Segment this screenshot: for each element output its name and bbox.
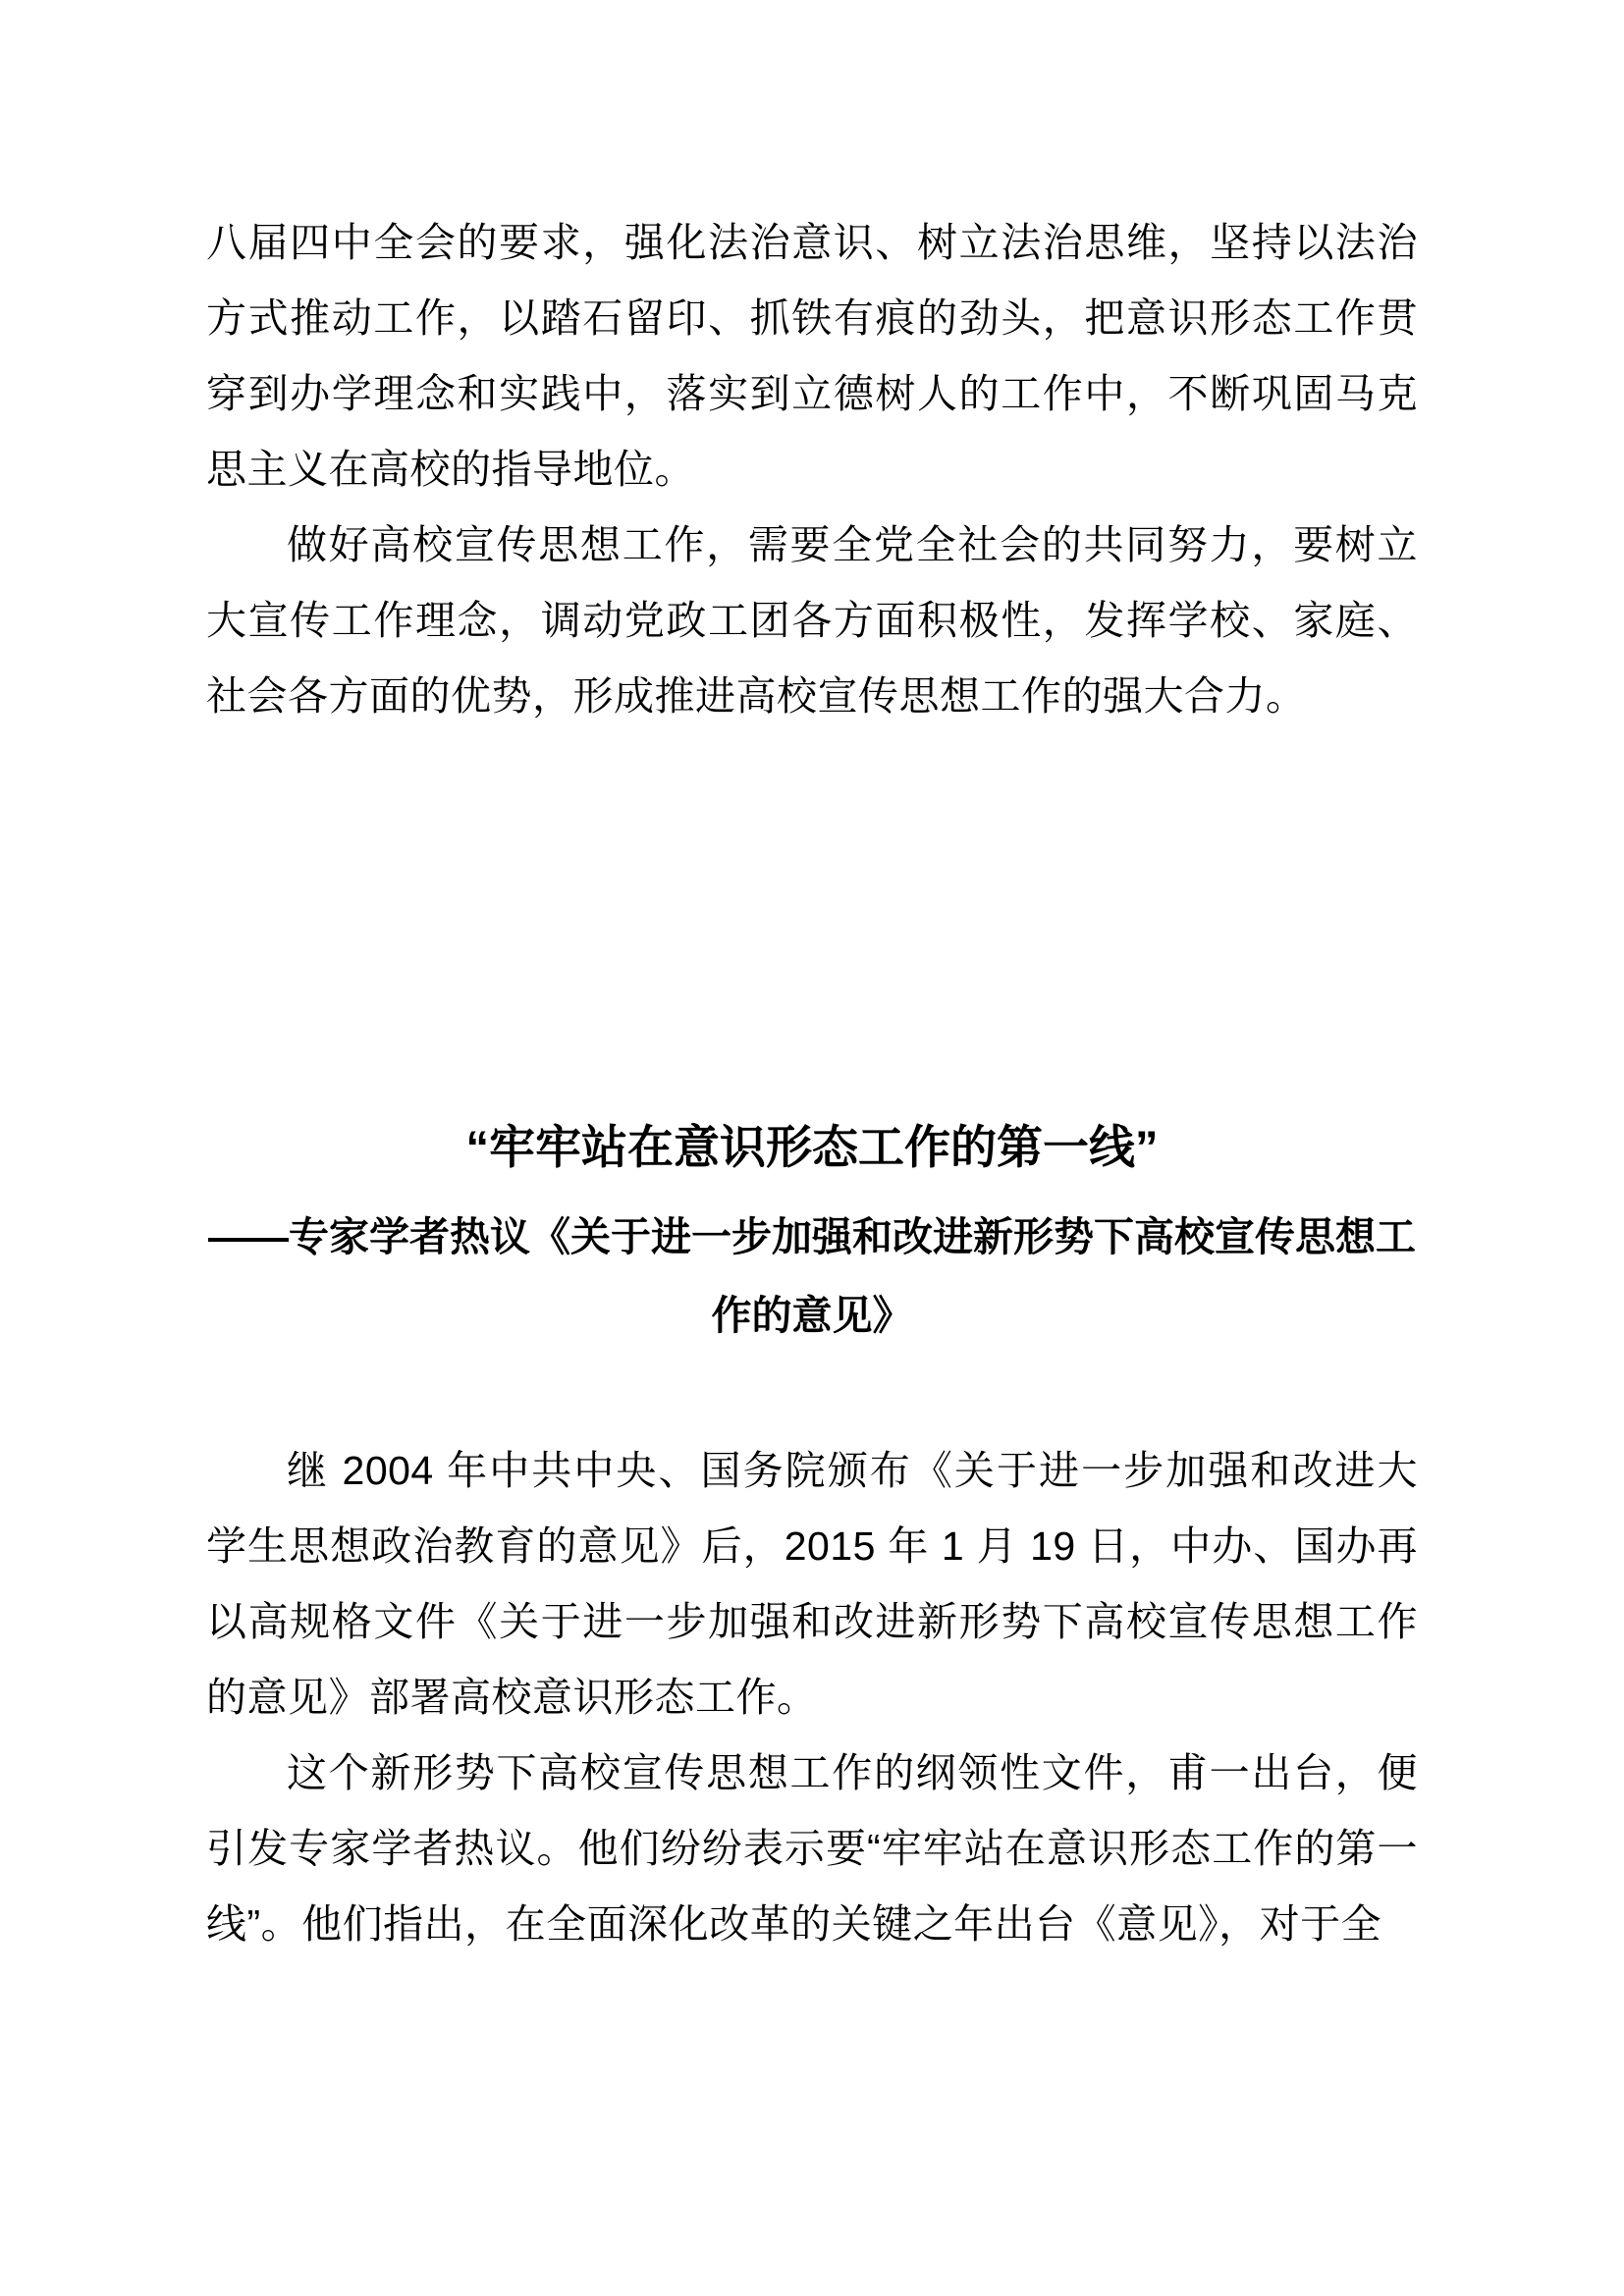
body-paragraph: 继 2004 年中共中央、国务院颁布《关于进一步加强和改进大学生思想政治教育的意见》后，2015 年 1 月 19 日，中办、国办再以高规格文件《关于进一步加强和改进新形势下高校宣传思想工作的意见》部署高校意识形态工作。 bbox=[206, 1448, 1418, 1720]
article-title: “牢牢站在意识形态工作的第一线” bbox=[465, 1121, 1159, 1173]
body-paragraph-continued: 八届四中全会的要求，强化法治意识、树立法治思维，坚持以法治方式推动工作，以踏石留印、抓铁有痕的劲头，把意识形态工作贯穿到办学理念和实践中，落实到立德树人的工作中，不断巩固马克思主义在高校的指导地位。 bbox=[206, 220, 1418, 492]
article-subtitle: ——专家学者热议《关于进一步加强和改进新形势下高校宣传思想工作的意见》 bbox=[208, 1214, 1416, 1338]
body-paragraph-cut-off: 这个新形势下高校宣传思想工作的纲领性文件，甫一出台，便引发专家学者热议。他们纷纷表示要“牢牢站在意识形态工作的第一线”。他们指出，在全面深化改革的关键之年出台《意见》，对于全 bbox=[206, 1750, 1418, 1947]
article-body bbox=[206, 1433, 1418, 1962]
document-content bbox=[206, 205, 1418, 1962]
body-paragraph: 做好高校宣传思想工作，需要全党全社会的共同努力，要树立大宣传工作理念，调动党政工团各方面积极性，发挥学校、家庭、社会各方面的优势，形成推进高校宣传思想工作的强大合力。 bbox=[206, 522, 1418, 719]
